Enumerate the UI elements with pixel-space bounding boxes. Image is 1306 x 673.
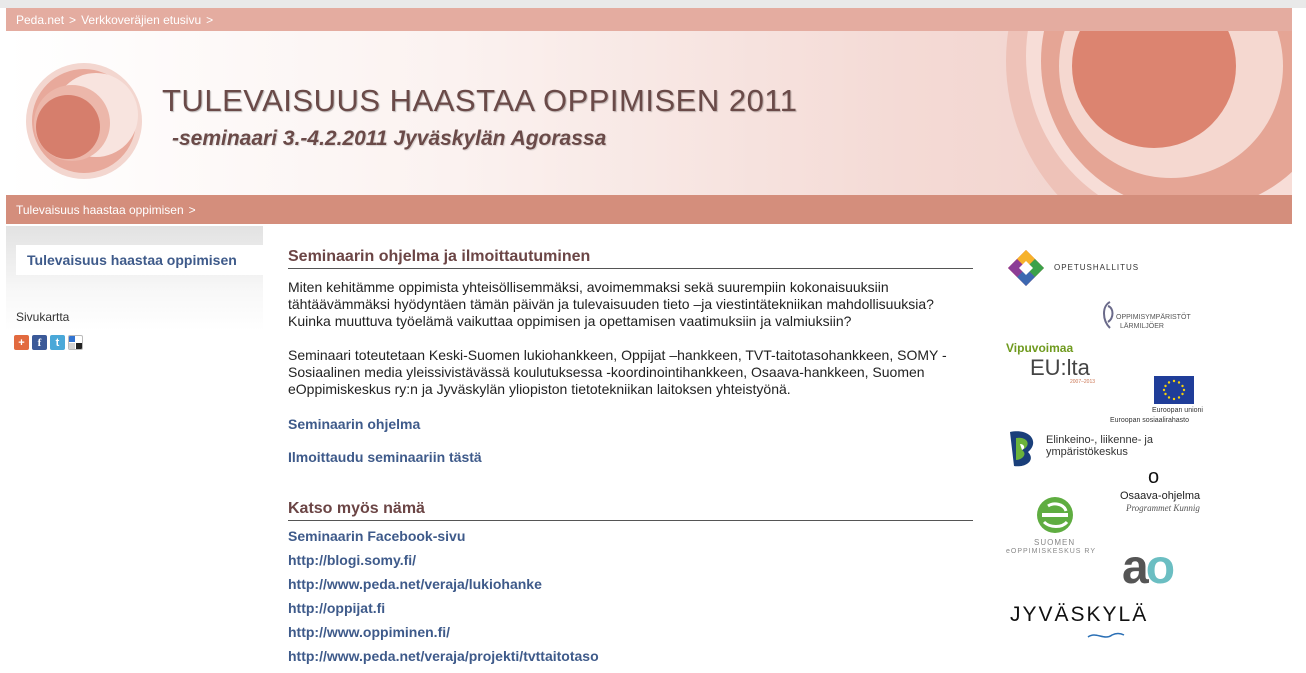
eulta-years: 2007–2013 (1070, 379, 1096, 385)
osaava-text1: Osaava-ohjelma (1120, 490, 1201, 502)
breadcrumb-top (6, 8, 1292, 31)
oppimisymparistot-text1: OPPIMISYMPÄRISTÖT (1116, 314, 1191, 321)
share-icons (14, 335, 83, 350)
breadcrumb-second (6, 195, 1292, 224)
osaava-logo[interactable] (1114, 468, 1204, 514)
section-heading-see-also: Katso myös nämä (288, 500, 973, 521)
osaava-text2: Programmet Kunnig (1126, 503, 1200, 513)
eoppimiskeskus-text1: SUOMEN (1034, 538, 1076, 547)
see-also-list (288, 528, 973, 672)
addthis-icon[interactable]: + (14, 335, 29, 350)
opetushallitus-icon (1006, 248, 1046, 288)
facebook-icon[interactable]: f (32, 335, 47, 350)
sitemap-link[interactable]: Sivukartta (16, 310, 70, 324)
oppimisymparistot-logo[interactable] (1098, 298, 1208, 338)
osaava-o-icon: o (1148, 466, 1160, 488)
see-also-link[interactable]: http://blogi.somy.fi/ (288, 552, 417, 568)
ao-logo[interactable] (1122, 541, 1202, 596)
ely-text2: ympäristökeskus (1046, 446, 1128, 458)
ao-text (1122, 538, 1172, 598)
eu-flag-icon (1154, 376, 1194, 404)
page (6, 8, 1292, 673)
breadcrumb-separator: > (206, 12, 214, 27)
ely-logo[interactable] (1006, 428, 1166, 470)
breadcrumb-link-verkkoverajien[interactable]: Verkkoveräjien etusivu (81, 12, 202, 27)
banner-subtitle: -seminaari 3.-4.2.2011 Jyväskylän Agorassa (172, 127, 607, 150)
ao-a-glyph: a (1122, 541, 1146, 594)
see-also-link[interactable]: http://www.oppiminen.fi/ (288, 624, 451, 640)
browser-top-strip (0, 0, 1306, 8)
see-also-link[interactable]: Seminaarin Facebook-sivu (288, 528, 466, 544)
seminar-logo-icon (26, 63, 142, 179)
section-heading-program: Seminaarin ohjelma ja ilmoittautuminen (288, 248, 973, 269)
sidebar-item-tulevaisuus[interactable]: Tulevaisuus haastaa oppimisen (16, 245, 263, 275)
header-banner (6, 31, 1292, 195)
eu-logo[interactable] (1102, 376, 1202, 428)
ao-o-glyph: o (1145, 541, 1173, 594)
eoppimiskeskus-text2: eOPPIMISKESKUS RY (1006, 548, 1097, 555)
breadcrumb-link-pedanet[interactable]: Peda.net (16, 12, 65, 27)
ely-text1: Elinkeino-, liikenne- ja (1046, 434, 1153, 446)
breadcrumb-separator: > (188, 202, 196, 217)
intro-paragraph: Miten kehitämme oppimista yhteisöllisemmäksi, avoimemmaksi sekä suurempiin kokonaisuuksiin tähtäävämmäksi hyödyntäen tämän päivän ja tulevaisuuden tieto –ja viestintätekniikan mahdollisuuksia? Kuinka muuttuva työelämä vaikuttaa oppimisen ja opettamisen vaatimuksiin ja valmiuksiin? (288, 279, 934, 329)
partners-paragraph: Seminaari toteutetaan Keski-Suomen lukiohankkeen, Oppijat –hankkeen, TVT-taitotasohankkeen, SOMY - Sosiaalinen media yleissivistävässä koulutuksessa -koordinointihankkeen, Osaava-hankkeen, Suomen eOppimiskeskus ry:n ja Jyväskylän yliopiston tietotekniikan laitoksen yhteistyönä. (288, 347, 947, 397)
see-also-link[interactable]: http://www.peda.net/veraja/projekti/tvttaitotaso (288, 648, 599, 664)
breadcrumb-separator: > (69, 12, 77, 27)
twitter-icon[interactable]: t (50, 335, 65, 350)
banner-title: TULEVAISUUS HAASTAA OPPIMISEN 2011 (162, 83, 798, 118)
vipuvoimaa-text: Vipuvoimaa (1006, 341, 1074, 355)
breadcrumb-link-tulevaisuus[interactable]: Tulevaisuus haastaa oppimisen (16, 202, 184, 217)
eoppimiskeskus-logo[interactable] (1006, 494, 1116, 558)
eu-text1: Euroopan unioni (1152, 407, 1203, 414)
delicious-icon[interactable] (68, 335, 83, 350)
eu-text2: Euroopan sosiaalirahasto (1110, 417, 1189, 424)
opetushallitus-logo[interactable] (1006, 248, 1186, 288)
link-register[interactable]: Ilmoittaudu seminaariin tästä (288, 449, 482, 465)
eulta-text: EU:lta (1030, 355, 1090, 380)
eoppimiskeskus-icon (1034, 494, 1076, 536)
link-seminar-program[interactable]: Seminaarin ohjelma (288, 416, 421, 432)
oppimisymparistot-text2: LÄRMILJÖER (1120, 323, 1164, 330)
partner-logos (1006, 248, 1206, 648)
jyvaskyla-logo[interactable] (1010, 603, 1150, 647)
vipuvoimaa-logo[interactable] (1006, 341, 1106, 391)
jyvaskyla-text: JYVÄSKYLÄ (1010, 603, 1149, 626)
ely-icon (1006, 428, 1042, 468)
jyvaskyla-wave-icon (1086, 631, 1126, 641)
see-also-link[interactable]: http://www.peda.net/veraja/lukiohanke (288, 576, 542, 592)
opetushallitus-text: OPETUSHALLITUS (1054, 263, 1140, 272)
main-content (288, 248, 973, 672)
banner-decoration-icon (1006, 31, 1292, 195)
see-also-link[interactable]: http://oppijat.fi (288, 600, 386, 616)
